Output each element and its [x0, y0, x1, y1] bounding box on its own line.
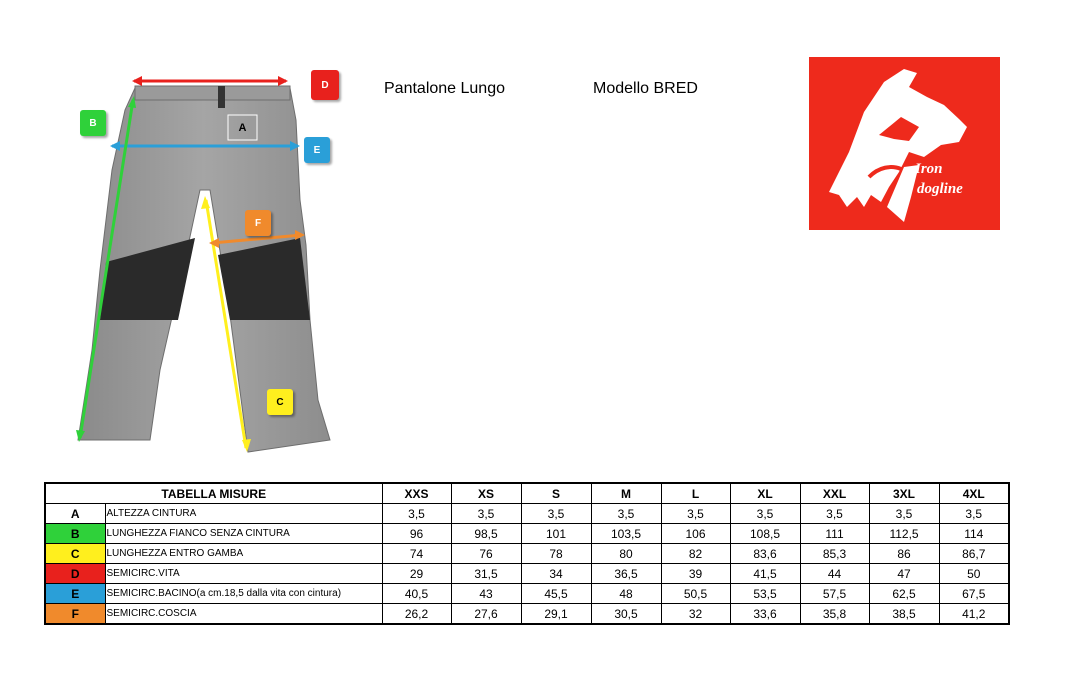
table-cell: 41,5: [730, 564, 800, 584]
table-cell: 86: [869, 544, 939, 564]
table-cell: 48: [591, 584, 661, 604]
brand-logo: [809, 57, 1000, 230]
table-cell: 32: [661, 604, 730, 625]
table-cell: 41,2: [939, 604, 1009, 625]
table-row: [45, 584, 1009, 604]
table-cell: 47: [869, 564, 939, 584]
row-code: A: [45, 504, 105, 524]
row-code: F: [45, 604, 105, 625]
table-cell: 98,5: [451, 524, 521, 544]
table-cell: 85,3: [800, 544, 869, 564]
table-cell: 27,6: [451, 604, 521, 625]
table-cell: 3,5: [382, 504, 451, 524]
table-cell: 62,5: [869, 584, 939, 604]
table-title: TABELLA MISURE: [45, 483, 382, 504]
table-cell: 111: [800, 524, 869, 544]
size-table: [44, 482, 1010, 625]
table-row: [45, 504, 1009, 524]
table-cell: 34: [521, 564, 591, 584]
tag-e: E: [304, 137, 330, 163]
table-cell: 3,5: [800, 504, 869, 524]
table-cell: 29,1: [521, 604, 591, 625]
product-title: Pantalone Lungo: [384, 80, 505, 97]
table-cell: 86,7: [939, 544, 1009, 564]
size-header: M: [591, 483, 661, 504]
table-header-row: [45, 483, 1009, 504]
row-label: LUNGHEZZA FIANCO SENZA CINTURA: [105, 524, 382, 544]
table-cell: 3,5: [661, 504, 730, 524]
size-header: XS: [451, 483, 521, 504]
table-row: [45, 604, 1009, 625]
size-header: S: [521, 483, 591, 504]
table-cell: 57,5: [800, 584, 869, 604]
table-cell: 108,5: [730, 524, 800, 544]
model-title: Modello BRED: [593, 80, 698, 97]
size-header: 4XL: [939, 483, 1009, 504]
table-row: [45, 544, 1009, 564]
table-cell: 44: [800, 564, 869, 584]
table-cell: 3,5: [591, 504, 661, 524]
dog-head-icon: [809, 57, 1000, 230]
table-cell: 67,5: [939, 584, 1009, 604]
size-header: L: [661, 483, 730, 504]
table-cell: 3,5: [939, 504, 1009, 524]
table-cell: 36,5: [591, 564, 661, 584]
table-cell: 106: [661, 524, 730, 544]
row-code: E: [45, 584, 105, 604]
row-label: LUNGHEZZA ENTRO GAMBA: [105, 544, 382, 564]
row-code: B: [45, 524, 105, 544]
table-cell: 43: [451, 584, 521, 604]
size-header: XXL: [800, 483, 869, 504]
table-cell: 33,6: [730, 604, 800, 625]
tag-f: F: [245, 210, 271, 236]
table-row: [45, 524, 1009, 544]
table-cell: 83,6: [730, 544, 800, 564]
table-cell: 35,8: [800, 604, 869, 625]
table-cell: 78: [521, 544, 591, 564]
table-cell: 112,5: [869, 524, 939, 544]
table-cell: 96: [382, 524, 451, 544]
table-cell: 103,5: [591, 524, 661, 544]
tag-d: D: [311, 70, 339, 100]
table-row: [45, 564, 1009, 584]
table-cell: 76: [451, 544, 521, 564]
size-header: 3XL: [869, 483, 939, 504]
logo-text-dogline: dogline: [917, 181, 963, 197]
table-cell: 31,5: [451, 564, 521, 584]
row-label: SEMICIRC.VITA: [105, 564, 382, 584]
table-cell: 80: [591, 544, 661, 564]
table-cell: 38,5: [869, 604, 939, 625]
table-cell: 114: [939, 524, 1009, 544]
row-code: D: [45, 564, 105, 584]
table-cell: 39: [661, 564, 730, 584]
table-cell: 74: [382, 544, 451, 564]
table-cell: 82: [661, 544, 730, 564]
tag-c: C: [267, 389, 293, 415]
pants-waistband: [135, 86, 290, 100]
table-cell: 50,5: [661, 584, 730, 604]
table-cell: 45,5: [521, 584, 591, 604]
table-cell: 26,2: [382, 604, 451, 625]
table-cell: 3,5: [869, 504, 939, 524]
pants-diagram: [0, 0, 360, 470]
row-code: C: [45, 544, 105, 564]
row-label: SEMICIRC.BACINO(a cm.18,5 dalla vita con cintura): [105, 584, 382, 604]
logo-text-iron: Iron: [915, 161, 943, 177]
table-cell: 3,5: [451, 504, 521, 524]
tag-a: A: [238, 121, 247, 134]
table-cell: 50: [939, 564, 1009, 584]
table-cell: 3,5: [730, 504, 800, 524]
table-cell: 53,5: [730, 584, 800, 604]
table-cell: 30,5: [591, 604, 661, 625]
table-cell: 3,5: [521, 504, 591, 524]
row-label: SEMICIRC.COSCIA: [105, 604, 382, 625]
tag-b: B: [80, 110, 106, 136]
table-cell: 29: [382, 564, 451, 584]
size-header: XL: [730, 483, 800, 504]
size-header: XXS: [382, 483, 451, 504]
row-label: ALTEZZA CINTURA: [105, 504, 382, 524]
table-cell: 40,5: [382, 584, 451, 604]
table-cell: 101: [521, 524, 591, 544]
